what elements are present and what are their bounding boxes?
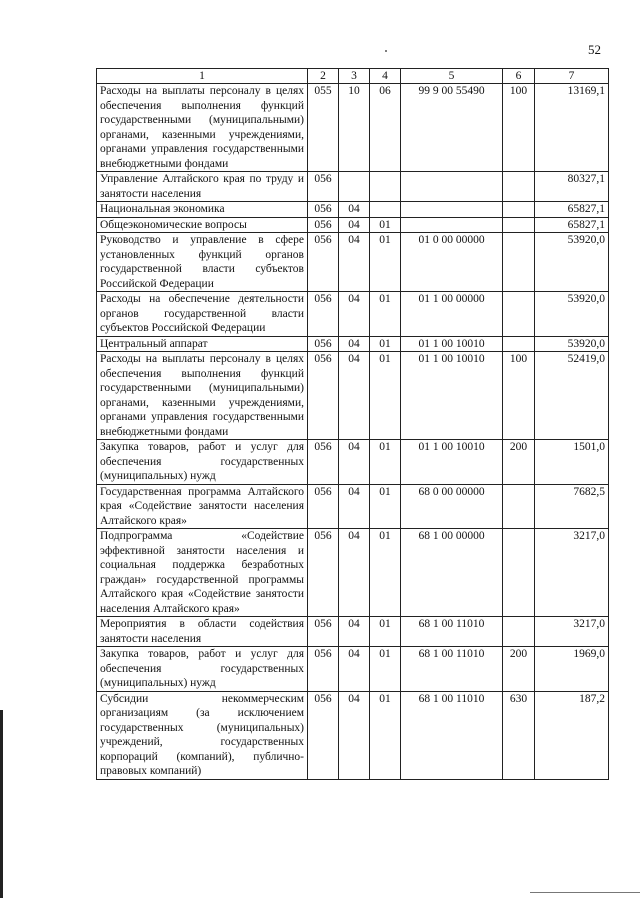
cell-amount: 80327,1 bbox=[535, 172, 609, 202]
cell-section-code: 04 bbox=[339, 440, 370, 485]
cell-subsection-code: 01 bbox=[370, 647, 401, 692]
cell-subsection-code: 01 bbox=[370, 217, 401, 233]
cell-expense-type-code bbox=[503, 233, 535, 292]
cell-amount: 3217,0 bbox=[535, 529, 609, 617]
cell-section-code: 04 bbox=[339, 529, 370, 617]
cell-expense-type-code bbox=[503, 617, 535, 647]
table-row bbox=[97, 529, 609, 617]
cell-name: Подпрограмма «Содействие эффективной занятости населения и социальная поддержка безработных граждан» государственной программы Алтайского края «Содействие занятости населения Алтайского края» bbox=[97, 529, 308, 617]
cell-target-code: 01 1 00 10010 bbox=[401, 440, 503, 485]
cell-amount: 53920,0 bbox=[535, 336, 609, 352]
cell-amount: 1969,0 bbox=[535, 647, 609, 692]
cell-name: Управление Алтайского края по труду и занятости населения bbox=[97, 172, 308, 202]
cell-ved-code: 055 bbox=[308, 84, 339, 172]
cell-target-code: 01 1 00 00000 bbox=[401, 292, 503, 337]
cell-subsection-code: 06 bbox=[370, 84, 401, 172]
table-row bbox=[97, 647, 609, 692]
cell-section-code: 04 bbox=[339, 336, 370, 352]
cell-subsection-code: 01 bbox=[370, 292, 401, 337]
cell-ved-code: 056 bbox=[308, 292, 339, 337]
table-row bbox=[97, 440, 609, 485]
cell-section-code: 04 bbox=[339, 217, 370, 233]
cell-section-code: 04 bbox=[339, 691, 370, 779]
table-row bbox=[97, 84, 609, 172]
cell-ved-code: 056 bbox=[308, 484, 339, 529]
cell-amount: 65827,1 bbox=[535, 202, 609, 218]
cell-section-code: 04 bbox=[339, 647, 370, 692]
cell-section-code bbox=[339, 172, 370, 202]
cell-amount: 7682,5 bbox=[535, 484, 609, 529]
cell-section-code: 04 bbox=[339, 233, 370, 292]
table-row bbox=[97, 691, 609, 779]
scan-artifact-dot bbox=[385, 50, 387, 52]
cell-section-code: 10 bbox=[339, 84, 370, 172]
cell-target-code: 68 1 00 00000 bbox=[401, 529, 503, 617]
header-col-2: 2 bbox=[308, 69, 339, 84]
cell-subsection-code: 01 bbox=[370, 617, 401, 647]
cell-ved-code: 056 bbox=[308, 617, 339, 647]
cell-amount: 53920,0 bbox=[535, 292, 609, 337]
cell-target-code: 01 1 00 10010 bbox=[401, 352, 503, 440]
cell-name: Общеэкономические вопросы bbox=[97, 217, 308, 233]
cell-amount: 52419,0 bbox=[535, 352, 609, 440]
cell-name: Центральный аппарат bbox=[97, 336, 308, 352]
budget-table bbox=[96, 68, 609, 780]
cell-name: Государственная программа Алтайского края «Содействие занятости населения Алтайского края» bbox=[97, 484, 308, 529]
cell-expense-type-code: 200 bbox=[503, 647, 535, 692]
cell-section-code: 04 bbox=[339, 202, 370, 218]
cell-subsection-code: 01 bbox=[370, 691, 401, 779]
cell-subsection-code bbox=[370, 172, 401, 202]
cell-subsection-code: 01 bbox=[370, 233, 401, 292]
header-col-3: 3 bbox=[339, 69, 370, 84]
cell-subsection-code: 01 bbox=[370, 336, 401, 352]
scan-bottom-line bbox=[530, 892, 640, 893]
cell-target-code: 68 1 00 11010 bbox=[401, 691, 503, 779]
header-col-7: 7 bbox=[535, 69, 609, 84]
cell-amount: 13169,1 bbox=[535, 84, 609, 172]
cell-ved-code: 056 bbox=[308, 529, 339, 617]
cell-subsection-code: 01 bbox=[370, 440, 401, 485]
cell-expense-type-code bbox=[503, 172, 535, 202]
header-col-6: 6 bbox=[503, 69, 535, 84]
cell-ved-code: 056 bbox=[308, 691, 339, 779]
cell-ved-code: 056 bbox=[308, 336, 339, 352]
cell-ved-code: 056 bbox=[308, 352, 339, 440]
cell-expense-type-code: 630 bbox=[503, 691, 535, 779]
cell-subsection-code: 01 bbox=[370, 352, 401, 440]
cell-target-code bbox=[401, 217, 503, 233]
cell-ved-code: 056 bbox=[308, 647, 339, 692]
cell-amount: 53920,0 bbox=[535, 233, 609, 292]
cell-name: Расходы на обеспечение деятельности органов государственной власти субъектов Российской Федерации bbox=[97, 292, 308, 337]
table-row bbox=[97, 217, 609, 233]
cell-section-code: 04 bbox=[339, 292, 370, 337]
cell-target-code: 01 0 00 00000 bbox=[401, 233, 503, 292]
cell-target-code: 68 0 00 00000 bbox=[401, 484, 503, 529]
cell-name: Закупка товаров, работ и услуг для обеспечения государственных (муниципальных) нужд bbox=[97, 647, 308, 692]
table-body bbox=[97, 84, 609, 780]
table-row bbox=[97, 292, 609, 337]
cell-name: Расходы на выплаты персоналу в целях обеспечения выполнения функций государственными (муниципальными) органами, казенными учреждениями, органами управления государственными внебюджетными фондами bbox=[97, 84, 308, 172]
cell-name: Субсидии некоммерческим организациям (за исключением государственных (муниципальных) учреждений, государственных корпораций (компаний), публично-правовых компаний) bbox=[97, 691, 308, 779]
cell-target-code: 68 1 00 11010 bbox=[401, 617, 503, 647]
cell-ved-code: 056 bbox=[308, 172, 339, 202]
cell-name: Мероприятия в области содействия занятости населения bbox=[97, 617, 308, 647]
cell-target-code bbox=[401, 202, 503, 218]
cell-name: Руководство и управление в сфере установленных функций органов государственной власти субъектов Российской Федерации bbox=[97, 233, 308, 292]
cell-expense-type-code bbox=[503, 484, 535, 529]
cell-target-code: 68 1 00 11010 bbox=[401, 647, 503, 692]
cell-expense-type-code bbox=[503, 202, 535, 218]
cell-section-code: 04 bbox=[339, 352, 370, 440]
cell-section-code: 04 bbox=[339, 484, 370, 529]
table-row bbox=[97, 336, 609, 352]
cell-expense-type-code: 200 bbox=[503, 440, 535, 485]
table-header-row bbox=[97, 69, 609, 84]
cell-amount: 3217,0 bbox=[535, 617, 609, 647]
table-row bbox=[97, 617, 609, 647]
cell-expense-type-code bbox=[503, 336, 535, 352]
cell-name: Закупка товаров, работ и услуг для обеспечения государственных (муниципальных) нужд bbox=[97, 440, 308, 485]
cell-subsection-code: 01 bbox=[370, 484, 401, 529]
header-col-4: 4 bbox=[370, 69, 401, 84]
cell-target-code bbox=[401, 172, 503, 202]
cell-amount: 1501,0 bbox=[535, 440, 609, 485]
cell-section-code: 04 bbox=[339, 617, 370, 647]
cell-expense-type-code: 100 bbox=[503, 84, 535, 172]
cell-expense-type-code bbox=[503, 292, 535, 337]
cell-ved-code: 056 bbox=[308, 217, 339, 233]
scan-edge-artifact bbox=[0, 710, 3, 898]
cell-ved-code: 056 bbox=[308, 233, 339, 292]
cell-subsection-code: 01 bbox=[370, 529, 401, 617]
cell-expense-type-code bbox=[503, 217, 535, 233]
cell-expense-type-code bbox=[503, 529, 535, 617]
cell-expense-type-code: 100 bbox=[503, 352, 535, 440]
cell-ved-code: 056 bbox=[308, 440, 339, 485]
page-number: 52 bbox=[588, 42, 601, 57]
cell-amount: 187,2 bbox=[535, 691, 609, 779]
cell-name: Национальная экономика bbox=[97, 202, 308, 218]
cell-target-code: 99 9 00 55490 bbox=[401, 84, 503, 172]
cell-target-code: 01 1 00 10010 bbox=[401, 336, 503, 352]
table-row bbox=[97, 202, 609, 218]
table-row bbox=[97, 484, 609, 529]
cell-amount: 65827,1 bbox=[535, 217, 609, 233]
header-col-1: 1 bbox=[97, 69, 308, 84]
table-row bbox=[97, 172, 609, 202]
cell-name: Расходы на выплаты персоналу в целях обеспечения выполнения функций государственными (муниципальными) органами, казенными учреждениями, органами управления государственными внебюджетными фондами bbox=[97, 352, 308, 440]
header-col-5: 5 bbox=[401, 69, 503, 84]
table-row bbox=[97, 352, 609, 440]
cell-ved-code: 056 bbox=[308, 202, 339, 218]
cell-subsection-code bbox=[370, 202, 401, 218]
table-row bbox=[97, 233, 609, 292]
